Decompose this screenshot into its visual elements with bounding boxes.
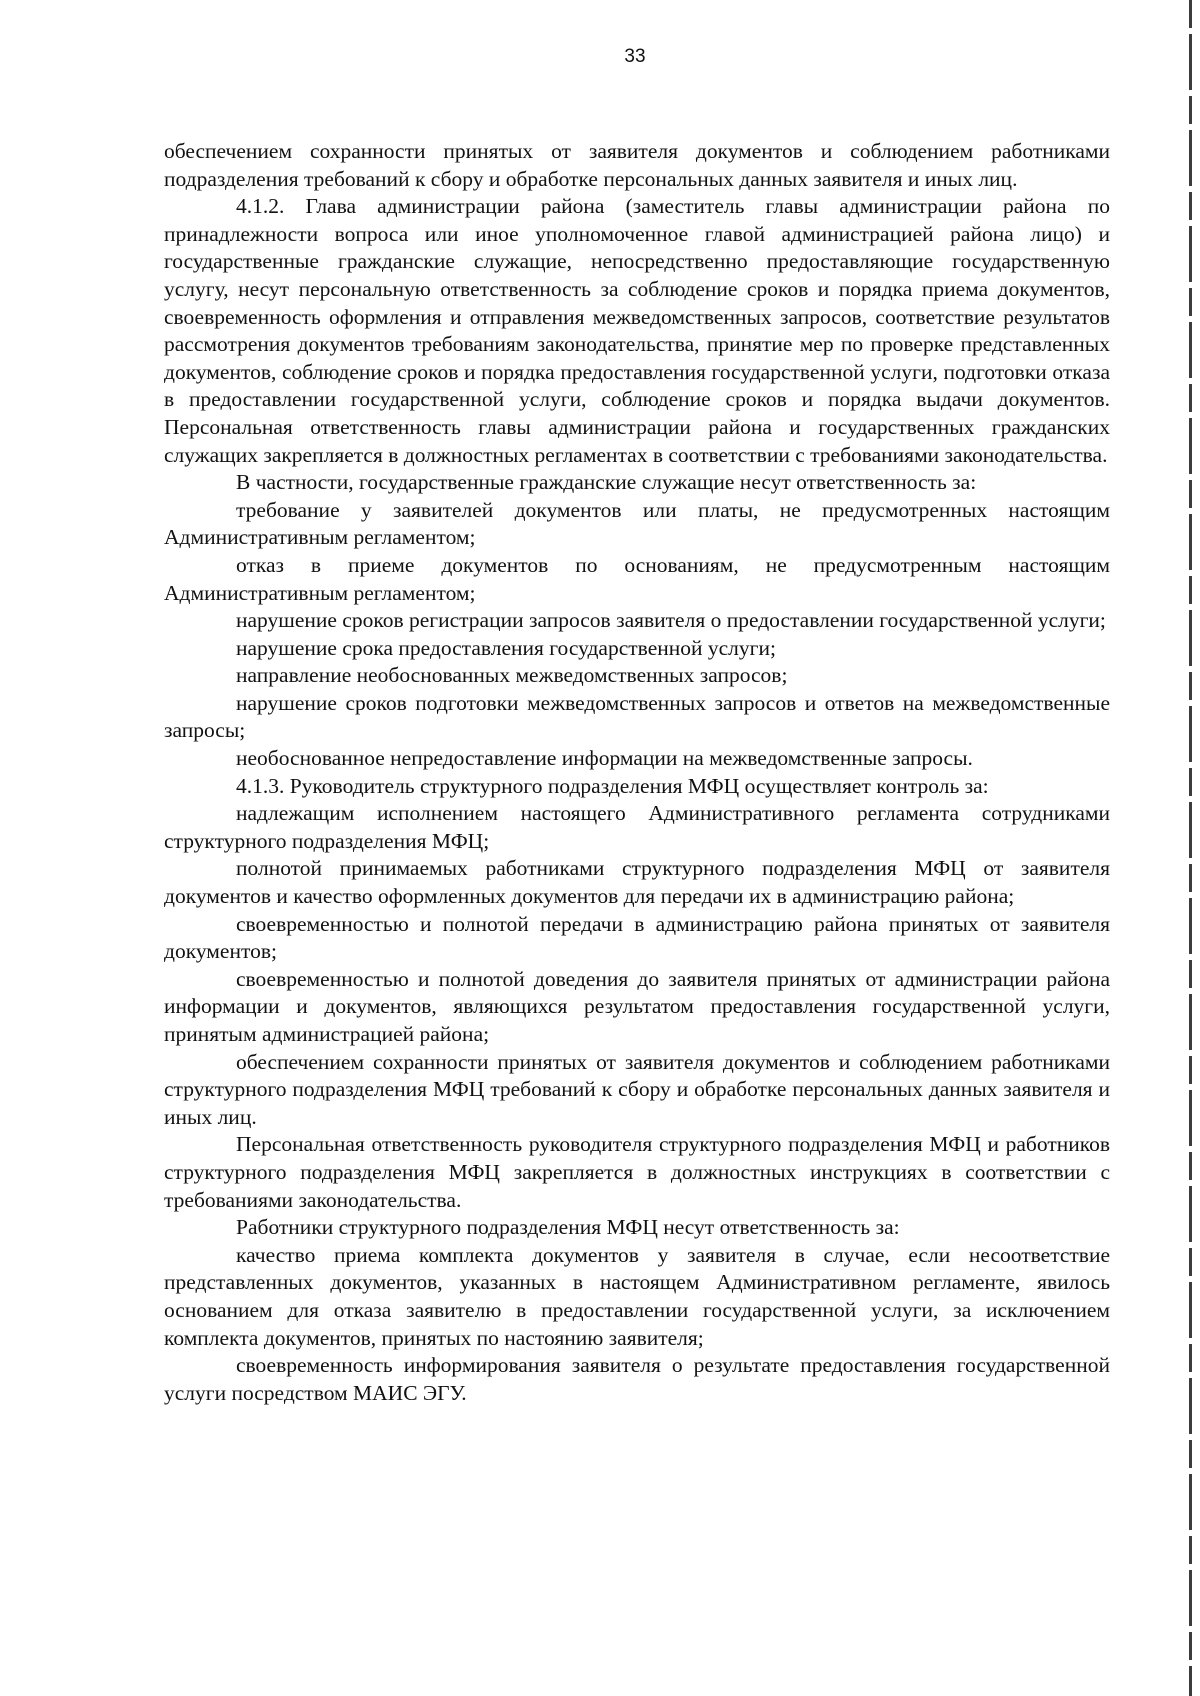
- paragraph-mfc-head-responsibility: Персональная ответственность руководителя структурного подразделения МФЦ и работников структурного подразделения МФЦ закрепляется в должностных инструкциях в соответствии с требованиями законодательства.: [164, 1132, 1110, 1212]
- list-item: необоснованное непредоставление информации на межведомственные запросы.: [236, 746, 973, 771]
- list-item: обеспечением сохранности принятых от заявителя документов и соблюдением работниками структурного подразделения МФЦ требований к сбору и обработке персональных данных заявителя и иных лиц.: [164, 1049, 1110, 1129]
- document-body: [164, 138, 1110, 1407]
- list-item: нарушение сроков подготовки межведомственных запросов и ответов на межведомственные запросы;: [164, 690, 1110, 743]
- paragraph-4-1-2: 4.1.2. Глава администрации района (заместитель главы администрации района по принадлежности вопроса или иное уполномоченное главой администрацией района лицо) и государственные гражданские служащие, непосредственно предоставляющие государственную услугу, несут персональную ответственность за соблюдение сроков и порядка приема документов, своевременность оформления и отправления межведомственных запросов, соответствие результатов рассмотрения документов требованиям законодательства, принятие мер по проверке представленных документов, соблюдение сроков и порядка предоставления государственной услуги, подготовки отказа в предоставлении государственной услуги, соблюдение сроков и порядка выдачи документов. Персональная ответственность главы администрации района и государственных гражданских служащих закрепляется в должностных регламентах в соответствии с требованиями законодательства.: [164, 194, 1110, 467]
- list-item: нарушение сроков регистрации запросов заявителя о предоставлении государственной услуги;: [236, 608, 1106, 633]
- paragraph-continuation: обеспечением сохранности принятых от заявителя документов и соблюдением работниками подразделения требований к сбору и обработке персональных данных заявителя и иных лиц.: [164, 139, 1110, 191]
- list-item: качество приема комплекта документов у заявителя в случае, если несоответствие представленных документов, указанных в настоящем Административном регламенте, явилось основанием для отказа заявителю в предоставлении государственной услуги, за исключением комплекта документов, принятых по настоянию заявителя;: [164, 1242, 1110, 1350]
- paragraph-civil-servants-responsibility: В частности, государственные гражданские служащие несут ответственность за:: [236, 470, 977, 495]
- list-item: своевременностью и полнотой передачи в администрацию района принятых от заявителя документов;: [164, 911, 1110, 964]
- list-item: требование у заявителей документов или платы, не предусмотренных настоящим Административным регламентом;: [164, 497, 1110, 550]
- list-item: отказ в приеме документов по основаниям, не предусмотренным настоящим Административным регламентом;: [164, 552, 1110, 605]
- paragraph-4-1-3: 4.1.3. Руководитель структурного подразделения МФЦ осуществляет контроль за:: [236, 773, 989, 798]
- list-item: своевременность информирования заявителя о результате предоставления государственной услуги посредством МАИС ЭГУ.: [164, 1353, 1110, 1405]
- paragraph-mfc-staff-responsibility: Работники структурного подразделения МФЦ несут ответственность за:: [236, 1215, 900, 1240]
- list-item: нарушение срока предоставления государственной услуги;: [236, 635, 776, 660]
- list-item: надлежащим исполнением настоящего Административного регламента сотрудниками структурного подразделения МФЦ;: [164, 801, 1110, 853]
- list-item: полнотой принимаемых работниками структурного подразделения МФЦ от заявителя документов и качество оформленных документов для передачи их в администрацию района;: [164, 856, 1110, 909]
- page-number: 33: [624, 46, 646, 67]
- list-item: своевременностью и полнотой доведения до заявителя принятых от администрации района информации и документов, являющихся результатом предоставления государственной услуги, принятым администрацией района;: [164, 966, 1110, 1046]
- scan-edge-shadow: [1189, 0, 1192, 1696]
- list-item: направление необоснованных межведомственных запросов;: [236, 663, 788, 688]
